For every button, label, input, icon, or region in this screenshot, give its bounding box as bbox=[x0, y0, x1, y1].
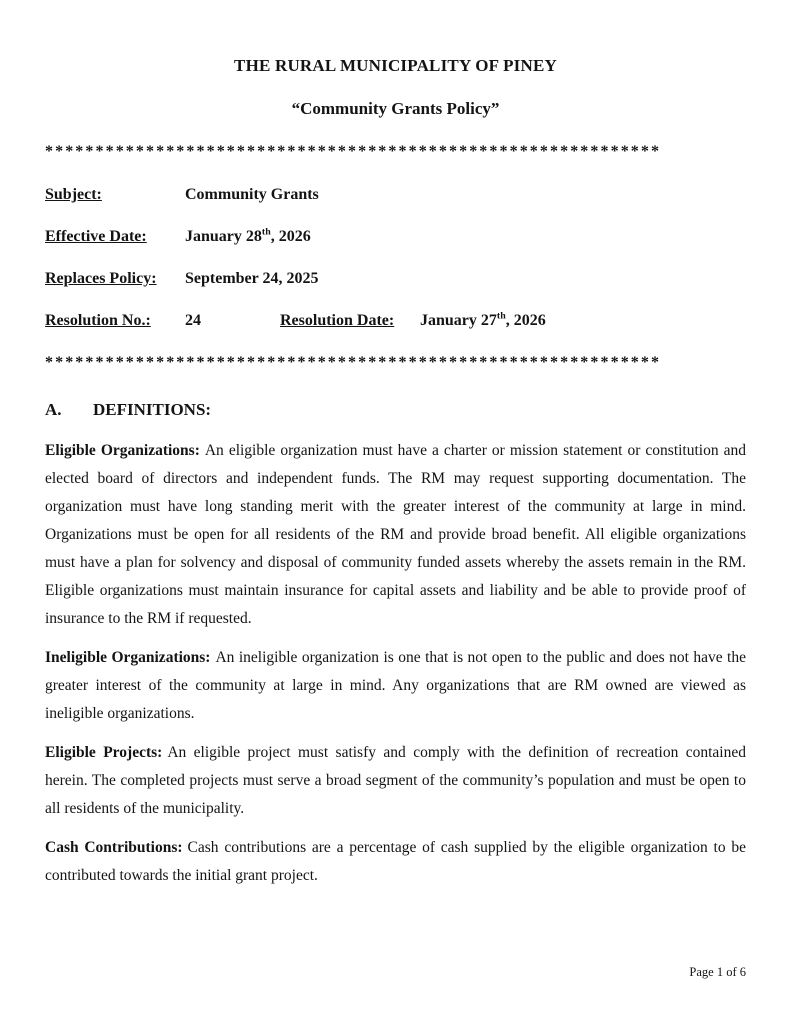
resolution-row bbox=[45, 311, 746, 331]
definition-paragraph-ineligible-organizations bbox=[45, 644, 746, 728]
definition-paragraph-eligible-organizations bbox=[45, 437, 746, 633]
definition-paragraph-cash-contributions bbox=[45, 834, 746, 890]
section-title: DEFINITIONS: bbox=[93, 400, 212, 419]
page-number: Page 1 of 6 bbox=[689, 965, 746, 979]
document-title: THE RURAL MUNICIPALITY OF PINEY bbox=[234, 56, 557, 75]
definition-text: An eligible project must satisfy and comply with the definition of recreation contained herein. The completed projects must serve a broad segment of the community’s population and must be open to all residents of the municipality. bbox=[45, 744, 746, 817]
definition-text: An ineligible organization is one that is not open to the public and does not have the greater interest of the community at large in mind. Any organizations that are RM owned are viewed as ineligible organizations. bbox=[45, 649, 746, 722]
definition-term: Ineligible Organizations: bbox=[45, 649, 211, 666]
subject-label: Subject: bbox=[45, 186, 102, 203]
definition-text: An eligible organization must have a charter or mission statement or constitution and elected board of directors and independent funds. The RM may request supporting documentation. The organization must have long standing merit with the greater interest of the community at large in mind. Organizations must be open for all residents of the RM and provide broad benefit. All eligible organizations must have a plan for solvency and disposal of community funded assets whereby the assets remain in the RM. Eligible organizations must maintain insurance for capital assets and liability and be able to provide proof of insurance to the RM if requested. bbox=[45, 442, 746, 627]
subject-value: Community Grants bbox=[185, 186, 319, 203]
ordinal-suffix: th bbox=[261, 226, 271, 238]
asterisk-separator-top: ************************************************************* bbox=[45, 143, 662, 160]
definition-paragraph-eligible-projects bbox=[45, 739, 746, 823]
definition-term: Cash Contributions: bbox=[45, 839, 183, 856]
ordinal-suffix: th bbox=[496, 310, 506, 322]
resolution-no-value: 24 bbox=[185, 312, 201, 329]
replaces-policy-row bbox=[45, 269, 746, 289]
effective-date-value: January 28th, 2026 bbox=[185, 226, 311, 245]
replaces-policy-label: Replaces Policy: bbox=[45, 270, 157, 287]
section-heading-definitions bbox=[45, 399, 746, 421]
definition-term: Eligible Organizations: bbox=[45, 442, 200, 459]
document-subtitle: “Community Grants Policy” bbox=[291, 99, 500, 118]
subject-row bbox=[45, 185, 746, 205]
asterisk-separator-bottom: ************************************************************* bbox=[45, 354, 662, 371]
replaces-policy-value: September 24, 2025 bbox=[185, 270, 319, 287]
effective-date-label: Effective Date: bbox=[45, 228, 147, 245]
section-letter: A. bbox=[45, 400, 62, 419]
effective-date-row bbox=[45, 227, 746, 247]
definition-term: Eligible Projects: bbox=[45, 744, 163, 761]
definition-text: Cash contributions are a percentage of cash supplied by the eligible organization to be contributed towards the initial grant project. bbox=[45, 839, 746, 884]
resolution-date-label: Resolution Date: bbox=[280, 312, 395, 329]
resolution-date-value: January 27th, 2026 bbox=[420, 310, 546, 329]
resolution-no-label: Resolution No.: bbox=[45, 312, 151, 329]
